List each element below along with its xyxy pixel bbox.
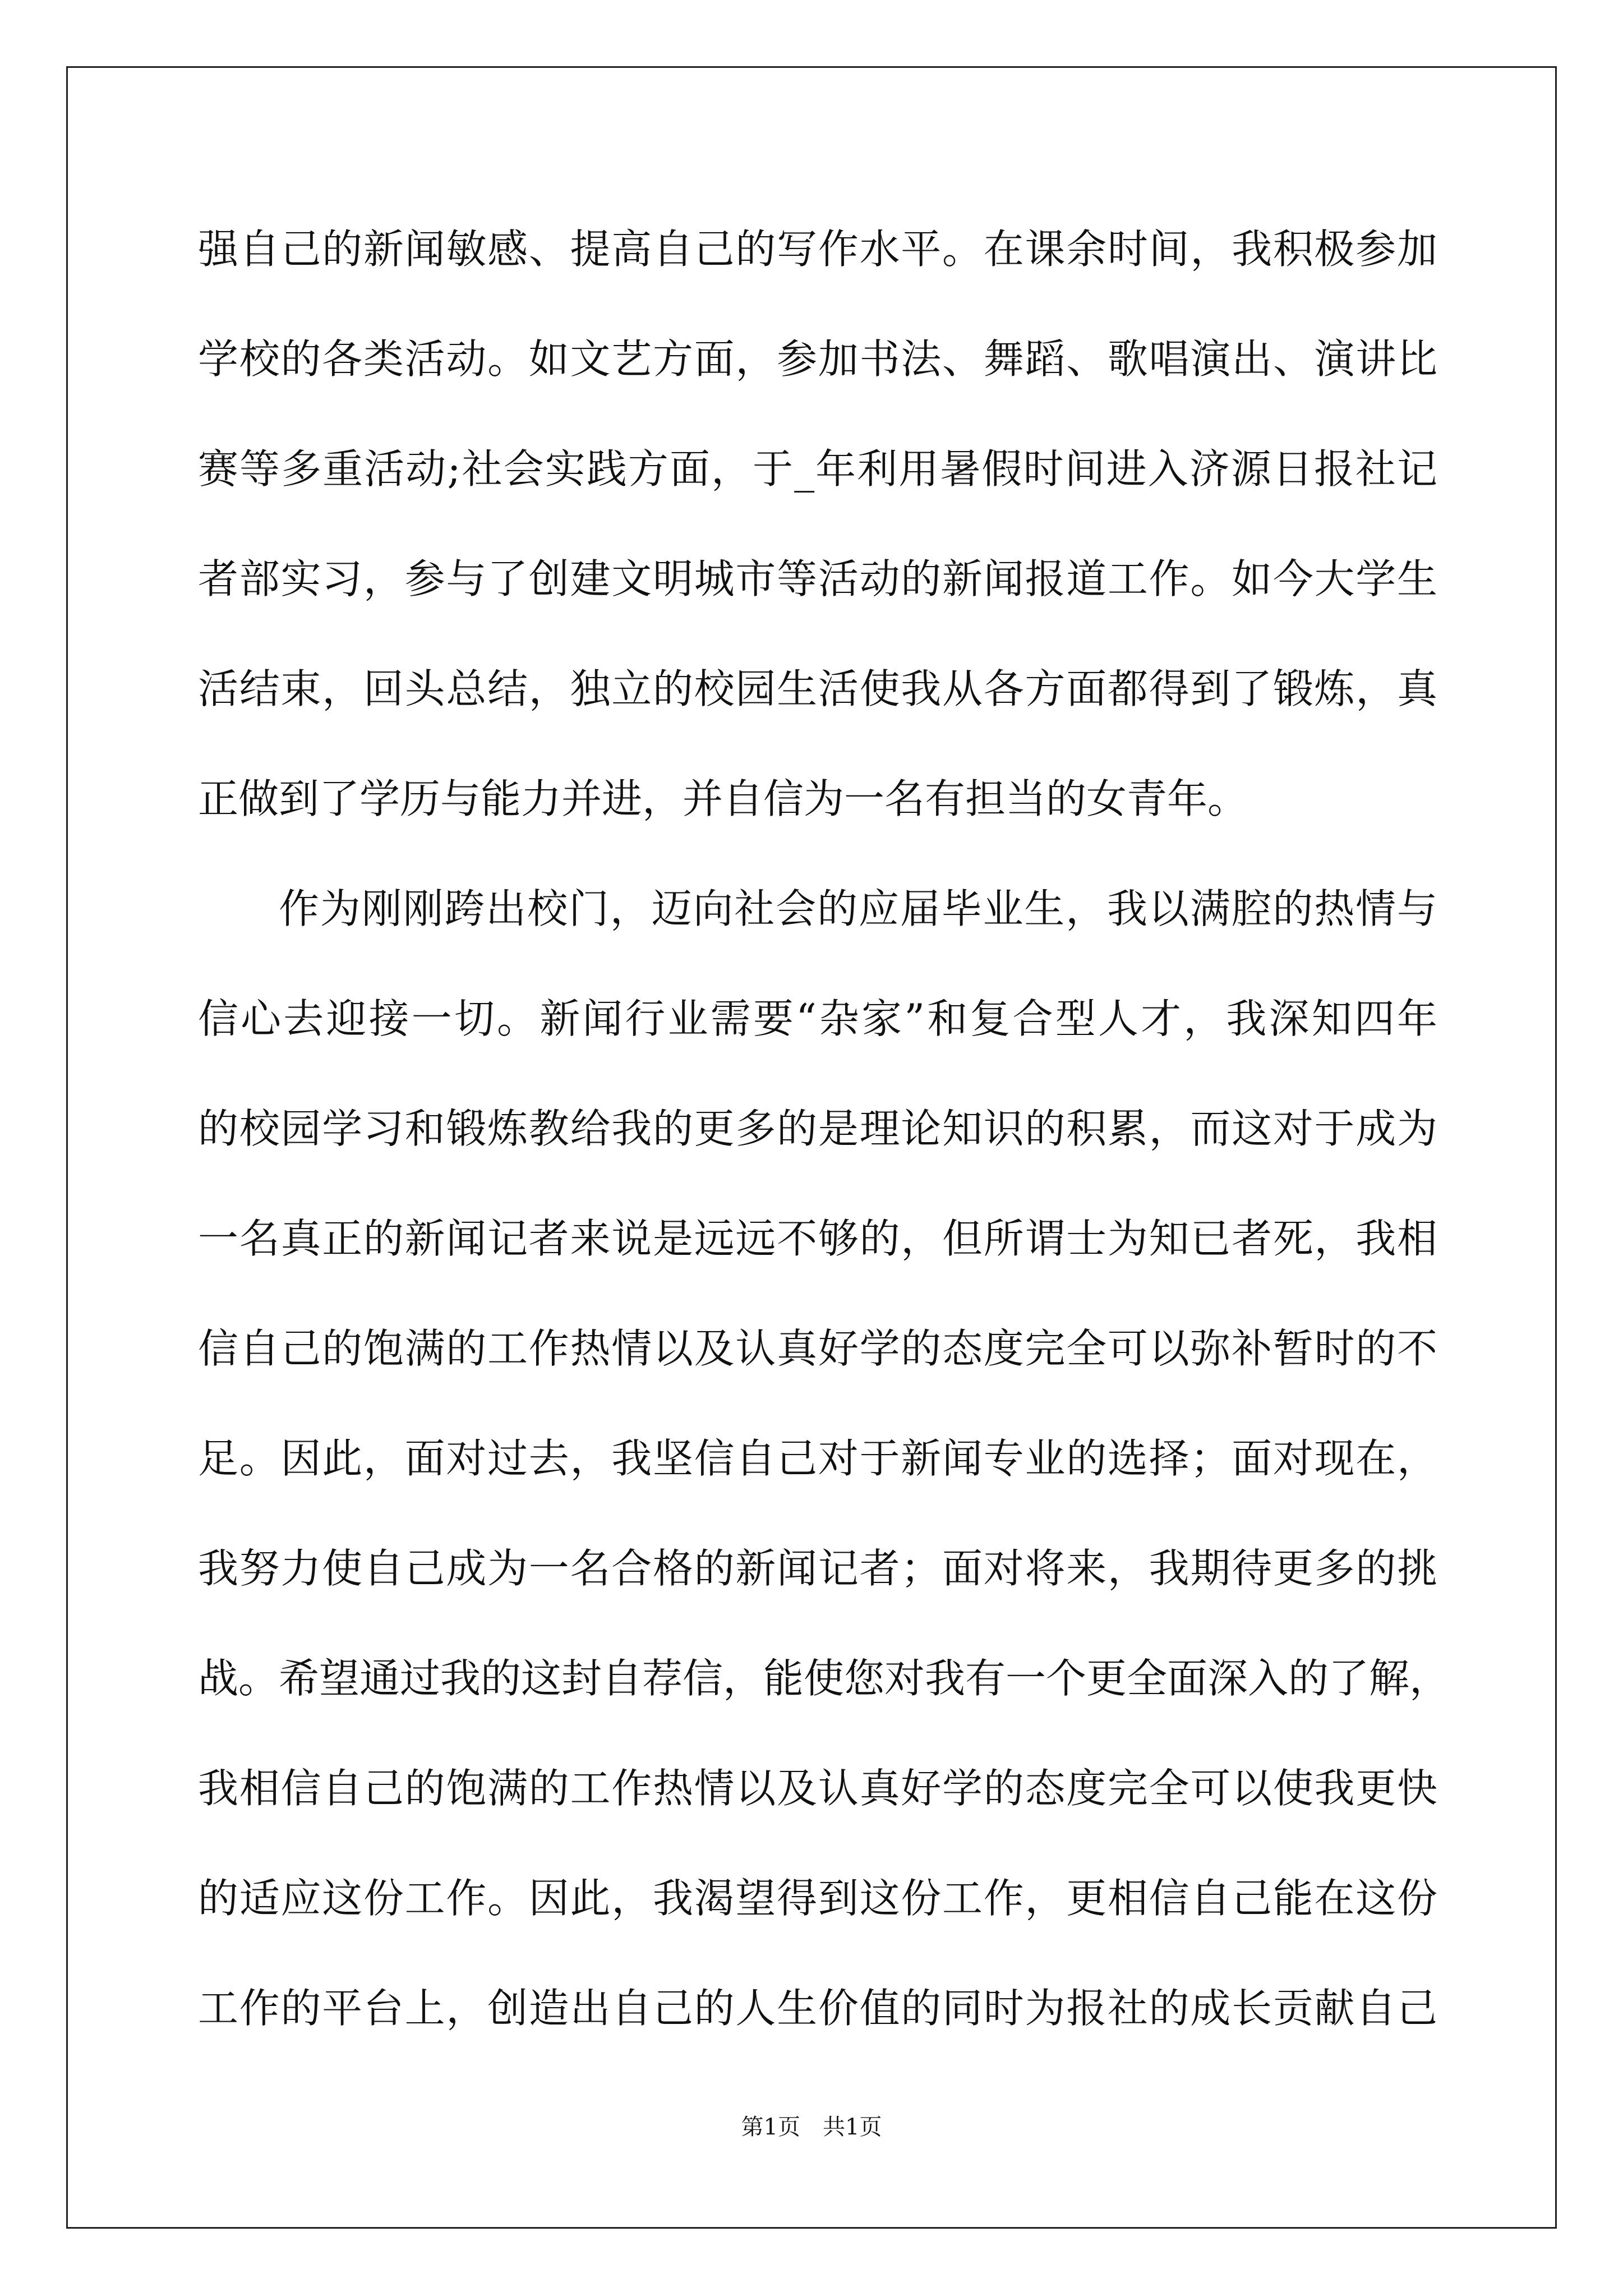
text-line: 正做到了学历与能力并进，并自信为一名有担当的女青年。	[198, 775, 1248, 822]
text-line: 战。希望通过我的这封自荐信，能使您对我有一个更全面深入的了解，	[198, 1655, 1450, 1702]
text-line: 工作的平台上，创造出自己的人生价值的同时为报社的成长贡献自己	[198, 1985, 1437, 2032]
text-line: 的适应这份工作。因此，我渴望得到这份工作，更相信自己能在这份	[198, 1875, 1437, 1922]
text-line: 我相信自己的饱满的工作热情以及认真好学的态度完全可以使我更快	[198, 1765, 1437, 1812]
page-footer: 第1页 共1页	[741, 2114, 882, 2140]
text-line: 作为刚刚跨出校门，迈向社会的应届毕业生，我以满腔的热情与	[279, 885, 1437, 932]
text-line: 赛等多重活动;社会实践方面，于_年利用暑假时间进入济源日报社记	[198, 445, 1437, 493]
text-line: 学校的各类活动。如文艺方面，参加书法、舞蹈、歌唱演出、演讲比	[198, 335, 1437, 383]
text-line: 信心去迎接一切。新闻行业需要“杂家”和复合型人才，我深知四年	[198, 995, 1437, 1042]
text-line: 强自己的新闻敏感、提高自己的写作水平。在课余时间，我积极参加	[198, 226, 1437, 273]
text-line: 一名真正的新闻记者来说是远远不够的，但所谓士为知已者死，我相	[198, 1215, 1437, 1262]
text-line: 的校园学习和锻炼教给我的更多的是理论知识的积累，而这对于成为	[198, 1105, 1437, 1152]
text-line: 我努力使自己成为一名合格的新闻记者；面对将来，我期待更多的挑	[198, 1545, 1437, 1592]
text-line: 活结束，回头总结，独立的校园生活使我从各方面都得到了锻炼，真	[198, 665, 1437, 712]
text-line: 足。因此，面对过去，我坚信自己对于新闻专业的选择；面对现在，	[198, 1435, 1437, 1482]
text-line: 信自己的饱满的工作热情以及认真好学的态度完全可以弥补暂时的不	[198, 1325, 1437, 1372]
text-line: 者部实习，参与了创建文明城市等活动的新闻报道工作。如今大学生	[198, 555, 1437, 602]
